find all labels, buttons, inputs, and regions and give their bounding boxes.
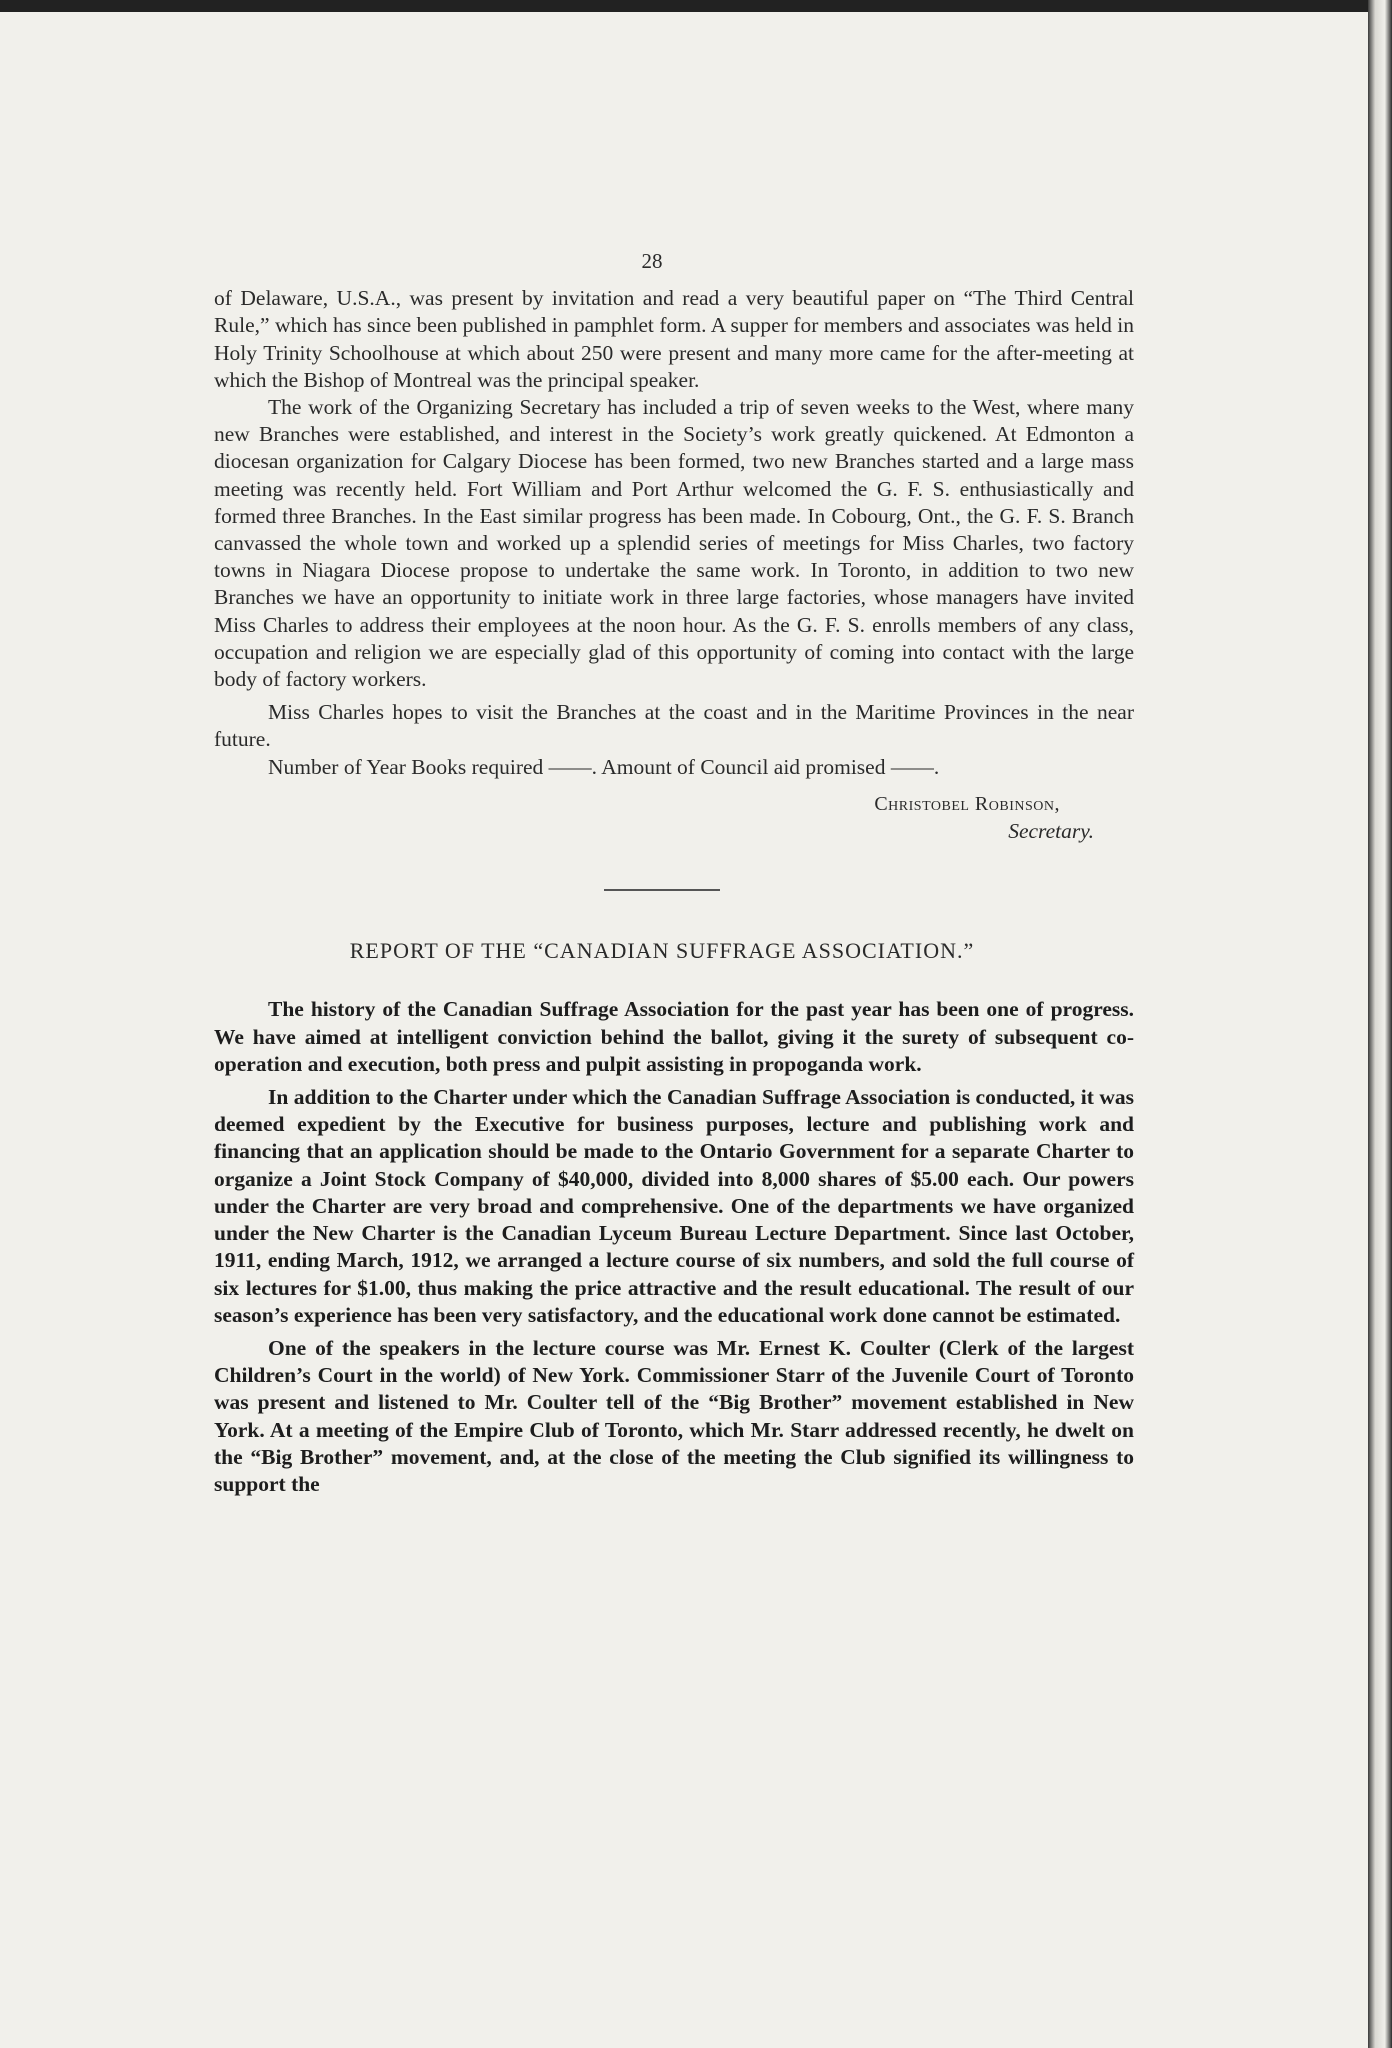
scan-right-edge — [1368, 0, 1392, 2048]
report-heading: REPORT OF THE “CANADIAN SUFFRAGE ASSOCIATION.” — [349, 938, 975, 964]
signature-title: Secretary. — [1008, 819, 1094, 844]
section-divider — [604, 889, 720, 891]
page-number: 28 — [641, 249, 663, 273]
continued-paragraph-4: Number of Year Books required ——. Amount of Council aid promised ——. — [268, 754, 940, 779]
continued-paragraph-2: The work of the Organizing Secretary has included a trip of seven weeks to the West, where many new Branches were established, and interest in the Society’s work greatly quickened. At Edmonton a diocesan organization for Calgary Diocese has been formed, two new Branches started and a large mass meeting was recently held. Fort William and Port Arthur welcomed the G. F. S. enthusiastically and formed three Branches. In the East similar progress has been made. In Cobourg, Ont., the G. F. S. Branch canvassed the whole town and worked up a splendid series of meetings for Miss Charles, two factory towns in Niagara Diocese propose to undertake the same work. In Toronto, in addition to two new Branches we have an opportunity to initiate work in three large factories, whose managers have invited Miss Charles to address their employees at the noon hour. As the G. F. S. enrolls members of any class, occupation and religion we are especially glad of this opportunity of coming into contact with the large body of factory workers. — [214, 395, 1134, 692]
scan-top-edge — [0, 0, 1392, 12]
continued-paragraph-1: of Delaware, U.S.A., was present by invitation and read a very beautiful paper on “The Third Central Rule,” which has since been published in pamphlet form. A supper for members and associates was held in Holy Trinity Schoolhouse at which about 250 were present and many more came for the after-meeting at which the Bishop of Montreal was the principal speaker. — [214, 286, 1134, 392]
report-paragraph-2: In addition to the Charter under which the Canadian Suffrage Association is conducted, it was deemed expedient by the Executive for business purposes, lecture and publishing work and financing that an application should be made to the Ontario Government for a separate Charter to organize a Joint Stock Company of $40,000, divided into 8,000 shares of $5.00 each. Our powers under the Charter are very broad and comprehensive. One of the departments we have organized under the New Charter is the Canadian Lyceum Bureau Lecture Department. Since last October, 1911, ending March, 1912, we arranged a lecture course of six numbers, and sold the full course of six lectures for $1.00, thus making the price attractive and the result educational. The result of our season’s experience has been very satisfactory, and the educational work done cannot be estimated. — [214, 1085, 1134, 1327]
report-paragraph-3: One of the speakers in the lecture course was Mr. Ernest K. Coulter (Clerk of the largest Children’s Court in the world) of New York. Commissioner Starr of the Juvenile Court of Toronto was present and listened to Mr. Coulter tell of the “Big Brother” movement established in New York. At a meeting of the Empire Club of Toronto, which Mr. Starr addressed recently, he dwelt on the “Big Brother” movement, and, at the close of the meeting the Club signified its willingness to support the — [214, 1335, 1134, 1496]
continued-paragraph-3: Miss Charles hopes to visit the Branches at the coast and in the Maritime Provinces in the near future. — [214, 700, 1134, 752]
signature-name: Christobel Robinson, — [874, 792, 1060, 815]
page-body — [214, 248, 1134, 1498]
continued-report-section — [214, 285, 1134, 845]
signature-block — [214, 791, 1134, 845]
scanned-page — [0, 12, 1368, 2048]
report-paragraph-1: The history of the Canadian Suffrage Association for the past year has been one of progress. We have aimed at intelligent conviction behind the ballot, giving it the surety of subsequent co-operation and execution, both press and pulpit assisting in propoganda work. — [214, 997, 1134, 1076]
suffrage-report-section — [214, 937, 1134, 1498]
